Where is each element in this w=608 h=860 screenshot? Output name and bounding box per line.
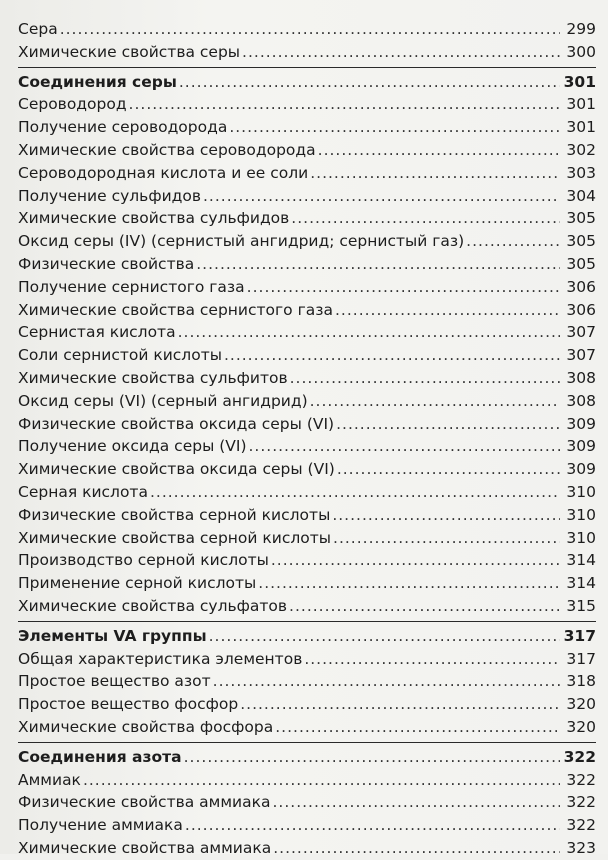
toc-entry: [18, 527, 596, 550]
dot-leader: [229, 116, 560, 139]
toc-entry-page-number: 318: [566, 672, 596, 691]
toc-entry-title: Соединения серы: [18, 72, 177, 91]
toc-entry: [18, 299, 596, 322]
dot-leader: [249, 435, 561, 458]
toc-entry-page-number: 301: [566, 95, 596, 114]
toc-entry-title: Сернистая кислота: [18, 323, 176, 342]
toc-entry-page-number: 314: [566, 551, 596, 570]
toc-group-sulfur-compounds: [18, 71, 596, 618]
toc-entry-page-number: 305: [566, 232, 596, 251]
dot-leader: [289, 595, 560, 618]
dot-leader: [273, 791, 561, 814]
dot-leader: [318, 139, 560, 162]
toc-entry-title: Химические свойства фосфора: [18, 717, 274, 736]
toc-entry-page-number: 315: [566, 596, 596, 615]
toc-entry-page-number: 307: [566, 346, 596, 365]
toc-entry: [18, 41, 596, 64]
toc-entry: [18, 769, 596, 792]
toc-entry: [18, 276, 596, 299]
toc-entry-title: Получение аммиака: [18, 816, 183, 835]
dot-leader: [258, 572, 560, 595]
dot-leader: [179, 71, 560, 94]
dot-leader: [273, 837, 560, 860]
dot-leader: [242, 41, 560, 64]
toc-entry-title: Серная кислота: [18, 482, 148, 501]
toc-entry: [18, 814, 596, 837]
toc-entry: [18, 458, 596, 481]
toc-entry-title: Химические свойства сероводорода: [18, 140, 316, 159]
dot-leader: [275, 716, 560, 739]
toc-entry: [18, 162, 596, 185]
dot-leader: [213, 670, 560, 693]
toc-entry-title: Химические свойства оксида серы (VI): [18, 460, 335, 479]
toc-entry-page-number: 307: [566, 323, 596, 342]
toc-entry-page-number: 299: [566, 20, 596, 38]
toc-entry: [18, 367, 596, 390]
dot-leader: [304, 648, 560, 671]
toc-entry-page-number: 306: [566, 300, 596, 319]
toc-entry-page-number: 301: [563, 72, 596, 91]
toc-entry-title: Получение сернистого газа: [18, 277, 245, 296]
dot-leader: [83, 769, 560, 792]
dot-leader: [466, 230, 560, 253]
toc-entry: [18, 139, 596, 162]
dot-leader: [209, 625, 560, 648]
toc-entry: [18, 321, 596, 344]
toc-entry: [18, 648, 596, 671]
toc-entry: [18, 344, 596, 367]
dot-leader: [336, 413, 560, 436]
dot-leader: [332, 504, 560, 527]
toc-entry: [18, 185, 596, 208]
dot-leader: [333, 527, 560, 550]
toc-entry-title: Оксид серы (IV) (сернистый ангидрид; сернистый газ): [18, 232, 465, 251]
toc-entry-page-number: 306: [566, 277, 596, 296]
dot-leader: [196, 253, 560, 276]
dot-leader: [310, 162, 560, 185]
toc-entry-page-number: 309: [566, 414, 596, 433]
toc-entry-title: Соли сернистой кислоты: [18, 346, 222, 365]
section-divider: [18, 621, 596, 622]
dot-leader: [178, 321, 560, 344]
toc-entry-page-number: 323: [566, 838, 596, 857]
toc-entry-page-number: 308: [566, 391, 596, 410]
toc-section-heading: [18, 625, 596, 648]
toc-entry-title: Получение сульфидов: [18, 186, 201, 205]
toc-entry-title: Производство серной кислоты: [18, 551, 269, 570]
dot-leader: [271, 549, 560, 572]
dot-leader: [240, 693, 560, 716]
toc-entry-page-number: 309: [566, 437, 596, 456]
toc-entry-page-number: 322: [566, 793, 596, 812]
toc-entry: [18, 595, 596, 618]
toc-entry-title: Физические свойства оксида серы (VI): [18, 414, 335, 433]
toc-entry: [18, 549, 596, 572]
toc-entry-title: Химические свойства серы: [18, 42, 241, 61]
toc-entry: [18, 435, 596, 458]
toc-group-sulfur: [18, 18, 596, 64]
toc-group-va-elements: [18, 625, 596, 739]
toc-entry-page-number: 317: [563, 626, 596, 645]
toc-entry-title: Простое вещество фосфор: [18, 695, 239, 714]
toc-entry: [18, 837, 596, 860]
section-divider: [18, 742, 596, 743]
toc-entry-page-number: 301: [566, 118, 596, 137]
toc-entry-title: Сероводородная кислота и ее соли: [18, 163, 309, 182]
toc-entry-title: Оксид серы (VI) (серный ангидрид): [18, 391, 308, 410]
toc-entry: [18, 230, 596, 253]
toc-entry-page-number: 322: [563, 747, 596, 766]
toc-entry-title: Получение сероводорода: [18, 118, 228, 137]
dot-leader: [247, 276, 560, 299]
toc-entry-page-number: 322: [566, 770, 596, 789]
toc-entry: [18, 390, 596, 413]
toc-entry-page-number: 309: [566, 460, 596, 479]
toc-entry-page-number: 302: [566, 140, 596, 159]
toc-entry: [18, 93, 596, 116]
toc-entry-page-number: 300: [566, 42, 596, 61]
toc-entry-page-number: 314: [566, 574, 596, 593]
toc-entry-page-number: 304: [566, 186, 596, 205]
toc-entry: [18, 413, 596, 436]
toc-entry-title: Элементы VA группы: [18, 626, 207, 645]
dot-leader: [224, 344, 560, 367]
toc-entry: [18, 693, 596, 716]
toc-entry-page-number: 322: [566, 816, 596, 835]
toc-entry-title: Химические свойства сернистого газа: [18, 300, 333, 319]
dot-leader: [203, 185, 560, 208]
dot-leader: [185, 814, 560, 837]
toc-entry: [18, 572, 596, 595]
toc-entry: [18, 207, 596, 230]
toc-entry-title: Физические свойства серной кислоты: [18, 505, 331, 524]
dot-leader: [291, 207, 560, 230]
dot-leader: [290, 367, 560, 390]
toc-entry-title: Химические свойства аммиака: [18, 838, 272, 857]
toc-section-heading: [18, 746, 596, 769]
toc-entry-title: Физические свойства аммиака: [18, 793, 271, 812]
toc-entry-title: Химические свойства сульфитов: [18, 368, 288, 387]
toc-entry-page-number: 308: [566, 368, 596, 387]
toc-entry: [18, 481, 596, 504]
toc-entry-page-number: 317: [566, 649, 596, 668]
toc-entry-title: Аммиак: [18, 770, 81, 789]
toc-entry: [18, 18, 596, 41]
toc-entry: [18, 504, 596, 527]
toc-entry: [18, 791, 596, 814]
toc-section-heading: [18, 71, 596, 94]
dot-leader: [60, 18, 560, 41]
toc-entry-title: Сероводород: [18, 95, 127, 114]
toc-entry-page-number: 303: [566, 163, 596, 182]
section-divider: [18, 67, 596, 68]
toc-entry-title: Простое вещество азот: [18, 672, 211, 691]
toc-entry-title: Общая характеристика элементов: [18, 649, 303, 668]
toc-entry-page-number: 305: [566, 209, 596, 228]
toc-entry-title: Физические свойства: [18, 254, 195, 273]
toc-entry-page-number: 310: [566, 505, 596, 524]
dot-leader: [335, 299, 560, 322]
toc-entry-title: Получение оксида серы (VI): [18, 437, 247, 456]
dot-leader: [129, 93, 560, 116]
toc-entry: [18, 116, 596, 139]
toc-entry-title: Соединения азота: [18, 747, 182, 766]
toc-entry-page-number: 320: [566, 695, 596, 714]
toc-entry-page-number: 320: [566, 717, 596, 736]
dot-leader: [310, 390, 560, 413]
toc-entry-title: Химические свойства сульфидов: [18, 209, 290, 228]
toc-entry: [18, 253, 596, 276]
toc-group-nitrogen-compounds: [18, 746, 596, 860]
toc-entry-title: Химические свойства серной кислоты: [18, 528, 332, 547]
toc-entry: [18, 670, 596, 693]
dot-leader: [150, 481, 560, 504]
dot-leader: [337, 458, 560, 481]
toc-entry: [18, 716, 596, 739]
toc-entry-title: Химические свойства сульфатов: [18, 596, 288, 615]
toc-entry-page-number: 305: [566, 254, 596, 273]
toc-entry-title: Сера: [18, 20, 58, 38]
toc-entry-page-number: 310: [566, 528, 596, 547]
toc-entry-title: Применение серной кислоты: [18, 574, 257, 593]
dot-leader: [184, 746, 560, 769]
toc-entry-page-number: 310: [566, 482, 596, 501]
